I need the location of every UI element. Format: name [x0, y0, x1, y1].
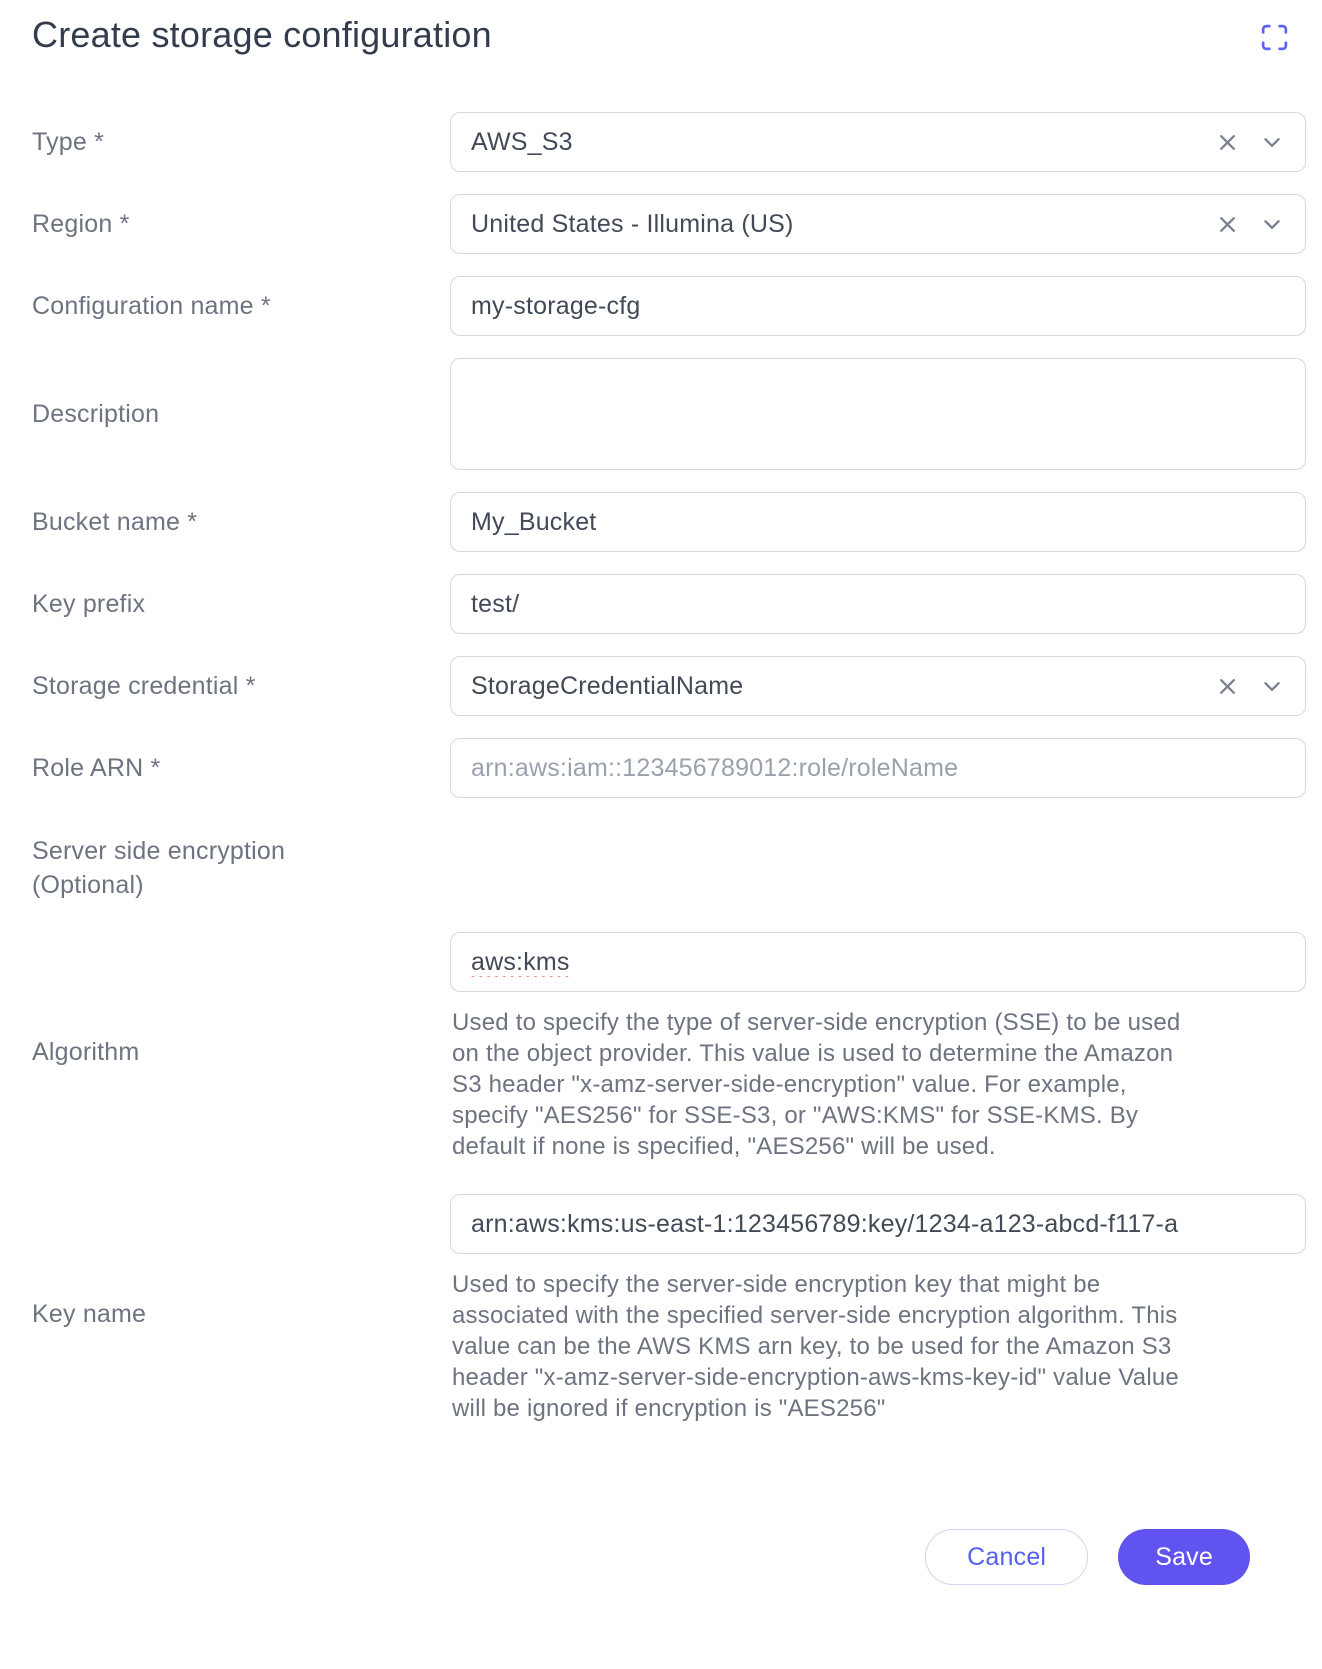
- field-row-type: [32, 112, 1306, 172]
- algorithm-box[interactable]: [450, 932, 1306, 992]
- type-select[interactable]: [450, 112, 1306, 172]
- region-select[interactable]: [450, 194, 1306, 254]
- description-label: Description: [32, 399, 160, 428]
- role-arn-label: Role ARN *: [32, 753, 161, 782]
- create-storage-configuration-dialog: [0, 14, 1322, 1669]
- region-chevron-down-icon[interactable]: [1259, 211, 1285, 237]
- type-label: Type *: [32, 127, 105, 156]
- storage-credential-chevron-down-icon[interactable]: [1259, 673, 1285, 699]
- field-row-key-prefix: [32, 574, 1306, 634]
- role-arn-input[interactable]: [471, 754, 1285, 783]
- dialog-header: [32, 14, 1306, 56]
- region-label: Region *: [32, 209, 130, 238]
- bucket-name-input[interactable]: [471, 508, 1285, 537]
- field-row-description: [32, 358, 1306, 470]
- field-row-storage-credential: [32, 656, 1306, 716]
- dialog-footer: [32, 1529, 1250, 1585]
- type-select-input[interactable]: [471, 128, 1216, 157]
- type-clear-icon[interactable]: [1216, 131, 1239, 154]
- algorithm-help-text: Used to specify the type of server-side encryption (SSE) to be used on the object provider. This value is used to determine the Amazon S3 header "x-amz-server-side-encryption" value. For example, specify "AES256" for SSE-S3, or "AWS:KMS" for SSE-KMS. By default if none is specified, "AES256" will be used.: [452, 1009, 1181, 1160]
- configuration-name-input[interactable]: [471, 292, 1285, 321]
- algorithm-label: Algorithm: [32, 1037, 140, 1066]
- key-prefix-input[interactable]: [471, 590, 1285, 619]
- algorithm-value[interactable]: aws:kms: [471, 947, 570, 976]
- region-clear-icon[interactable]: [1216, 213, 1239, 236]
- field-row-key-name: [32, 1194, 1306, 1434]
- key-name-box[interactable]: [450, 1194, 1306, 1254]
- field-row-bucket-name: [32, 492, 1306, 552]
- key-prefix-label: Key prefix: [32, 589, 146, 618]
- field-row-role-arn: [32, 738, 1306, 798]
- storage-credential-label: Storage credential *: [32, 671, 256, 700]
- field-row-algorithm: [32, 932, 1306, 1172]
- field-row-configuration-name: [32, 276, 1306, 336]
- save-button[interactable]: Save: [1118, 1529, 1250, 1585]
- description-textarea[interactable]: [450, 358, 1306, 470]
- expand-icon[interactable]: [1259, 22, 1290, 53]
- key-prefix-box[interactable]: [450, 574, 1306, 634]
- storage-credential-select-input[interactable]: [471, 672, 1216, 701]
- storage-credential-clear-icon[interactable]: [1216, 675, 1239, 698]
- field-row-region: [32, 194, 1306, 254]
- bucket-name-box[interactable]: [450, 492, 1306, 552]
- expand-icon-glyph: [1259, 22, 1290, 53]
- sse-section-label: Server side encryption (Optional): [32, 837, 286, 899]
- cancel-button[interactable]: Cancel: [925, 1529, 1088, 1585]
- region-select-input[interactable]: [471, 210, 1216, 239]
- key-name-value[interactable]: arn:aws:kms:us-east-1:123456789:key/1234-a123-abcd-f117-a: [471, 1209, 1179, 1238]
- page-title: Create storage configuration: [32, 14, 492, 55]
- key-name-help-text: Used to specify the server-side encryption key that might be associated with the specified server-side encryption algorithm. This value can be the AWS KMS arn key, to be used for the Amazon S3 header "x-amz-server-side-encryption-aws-kms-key-id" value Value will be ignored if encryption is "AES256": [452, 1271, 1179, 1422]
- type-chevron-down-icon[interactable]: [1259, 129, 1285, 155]
- storage-credential-select[interactable]: [450, 656, 1306, 716]
- role-arn-box[interactable]: [450, 738, 1306, 798]
- configuration-name-label: Configuration name *: [32, 291, 271, 320]
- bucket-name-label: Bucket name *: [32, 507, 198, 536]
- configuration-name-box[interactable]: [450, 276, 1306, 336]
- key-name-label: Key name: [32, 1299, 147, 1328]
